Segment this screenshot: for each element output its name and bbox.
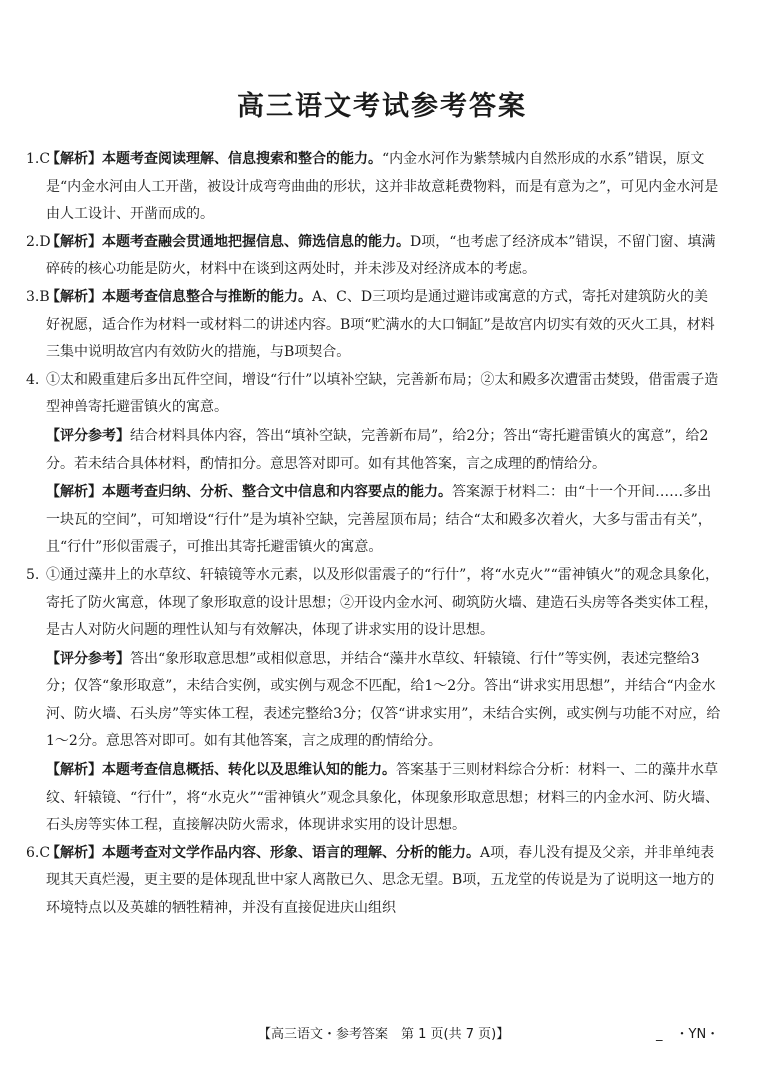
answer-item (26, 229, 722, 284)
answer-number: 1.C (26, 151, 51, 167)
paragraph-text: 答案源于材料二：由“十一个开间……多出一块瓦的空间”，可知增设“行什”是为填补空缺，完善屋顶布局；结合“太和殿多次着火，大多与雷击有关”，且“行什”形似雷震子，可推出其寄托避雷镇火的寓意。 (46, 484, 712, 556)
paragraph-text: D项，“也考虑了经济成本”错误，不留门窗、填满碎砖的核心功能是防火，材料中在谈到这两处时，并未涉及对经济成本的考虑。 (46, 233, 716, 278)
ability-statement: 本题考查对文学作品内容、形象、语言的理解、分析的能力。 (102, 844, 480, 861)
section-tag: 【解析】 (46, 844, 102, 861)
answer-item (26, 562, 722, 840)
section-tag: 【解析】 (46, 484, 102, 501)
answer-paragraph (46, 146, 722, 229)
answer-number: 4. (26, 371, 40, 388)
page-title: 高三语文考试参考答案 (237, 91, 527, 122)
answer-content (26, 146, 722, 923)
answer-number: 5. (26, 566, 40, 583)
answer-item (26, 840, 722, 923)
footer-page-info: 【高三语文・参考答案 第 1 页(共 7 页)】 (258, 1027, 510, 1042)
paragraph-text: 结合材料具体内容，答出“填补空缺，完善新布局”，给2分；答出“寄托避雷镇火的寓意”，给2分。若未结合具体材料，酌情扣分。意思答对即可。如有其他答案，言之成理的酌情给分。 (46, 427, 709, 472)
section-tag: 【评分参考】 (46, 650, 130, 667)
section-tag: 【解析】 (46, 762, 102, 779)
paragraph-text: ①太和殿重建后多出瓦件空间，增设“行什”以填补空缺，完善新布局；②太和殿多次遭雷击焚毁，借雷震子造型神兽寄托避雷镇火的寓意。 (46, 371, 719, 416)
section-tag: 【解析】 (46, 233, 102, 250)
answer-paragraph (46, 646, 722, 756)
ability-statement: 本题考查融会贯通地把握信息、筛选信息的能力。 (102, 233, 410, 250)
ability-statement: 本题考查信息整合与推断的能力。 (102, 288, 312, 305)
answer-paragraph (46, 284, 722, 367)
answer-number: 2.D (26, 233, 51, 250)
paragraph-text: 答案基于三则材料综合分析：材料一、二的藻井水草纹、轩辕镜、“行什”，将“水克火”“雷神镇火”观念具象化，体现象形取意思想；材料三的内金水河、防火墙、石头房等实体工程，直接解决防火需求，体现讲求实用的设计思想。 (46, 762, 719, 834)
ability-statement: 本题考查归纳、分析、整合文中信息和内容要点的能力。 (102, 484, 452, 501)
paragraph-text: A项，春儿没有提及父亲，并非单纯表现其天真烂漫，更主要的是体现乱世中家人离散已久、思念无望。B项，五龙堂的传说是为了说明这一地方的环境特点以及英雄的牺牲精神，并没有直接促进庆山组织 (46, 844, 715, 917)
section-tag: 【评分参考】 (46, 427, 130, 444)
answer-item (26, 367, 722, 562)
answer-paragraph (46, 367, 722, 422)
paragraph-text: A、C、D三项均是通过避讳或寓意的方式，寄托对建筑防火的美好祝愿，适合作为材料一或材料二的讲述内容。B项“贮满水的大口铜缸”是故宫内切实有效的灭火工具，材料三集中说明故宫内有效防火的措施，与B项契合。 (46, 288, 715, 361)
paragraph-text: 答出“象形取意思想”或相似意思，并结合“藻井水草纹、轩辕镜、行什”等实例，表述完整给3分；仅答“象形取意”，未结合实例，或实例与观念不匹配，给1～2分。答出“讲求实用思想”，并结合“内金水河、防火墙、石头房”等实体工程，表述完整给3分；仅答“讲求实用”，未结合实例，或实例与功能不对应，给1～2分。意思答对即可。如有其他答案，言之成理的酌情给分。 (46, 650, 721, 750)
answer-number: 3.B (26, 288, 50, 305)
ability-statement: 本题考查阅读理解、信息搜索和整合的能力。 (102, 151, 382, 167)
answer-paragraph (46, 229, 722, 284)
footer-code: _ ・YN・ (656, 1027, 720, 1042)
answer-paragraph (46, 562, 722, 645)
paragraph-text: “内金水河作为紫禁城内自然形成的水系”错误，原文是“内金水河由人工开凿，被设计成弯弯曲曲的形状，这并非故意耗费物料，而是有意为之”，可见内金水河是由人工设计、开凿而成的。 (46, 151, 719, 223)
answer-paragraph (46, 479, 722, 562)
paragraph-text: ①通过藻井上的水草纹、轩辕镜等水元素，以及形似雷震子的“行什”，将“水克火”“雷神镇火”的观念具象化，寄托了防火寓意，体现了象形取意的设计思想；②开设内金水河、砌筑防火墙、建造石头房等各类实体工程，是古人对防火问题的理性认知与有效解决，体现了讲求实用的设计思想。 (46, 566, 719, 639)
ability-statement: 本题考查信息概括、转化以及思维认知的能力。 (102, 762, 396, 779)
section-tag: 【解析】 (46, 151, 102, 167)
answer-item (26, 284, 722, 367)
answer-paragraph (46, 423, 722, 478)
answer-paragraph (46, 757, 722, 840)
answer-paragraph (46, 840, 722, 923)
answer-number: 6.C (26, 844, 51, 861)
answer-item (26, 146, 722, 229)
section-tag: 【解析】 (46, 288, 102, 305)
